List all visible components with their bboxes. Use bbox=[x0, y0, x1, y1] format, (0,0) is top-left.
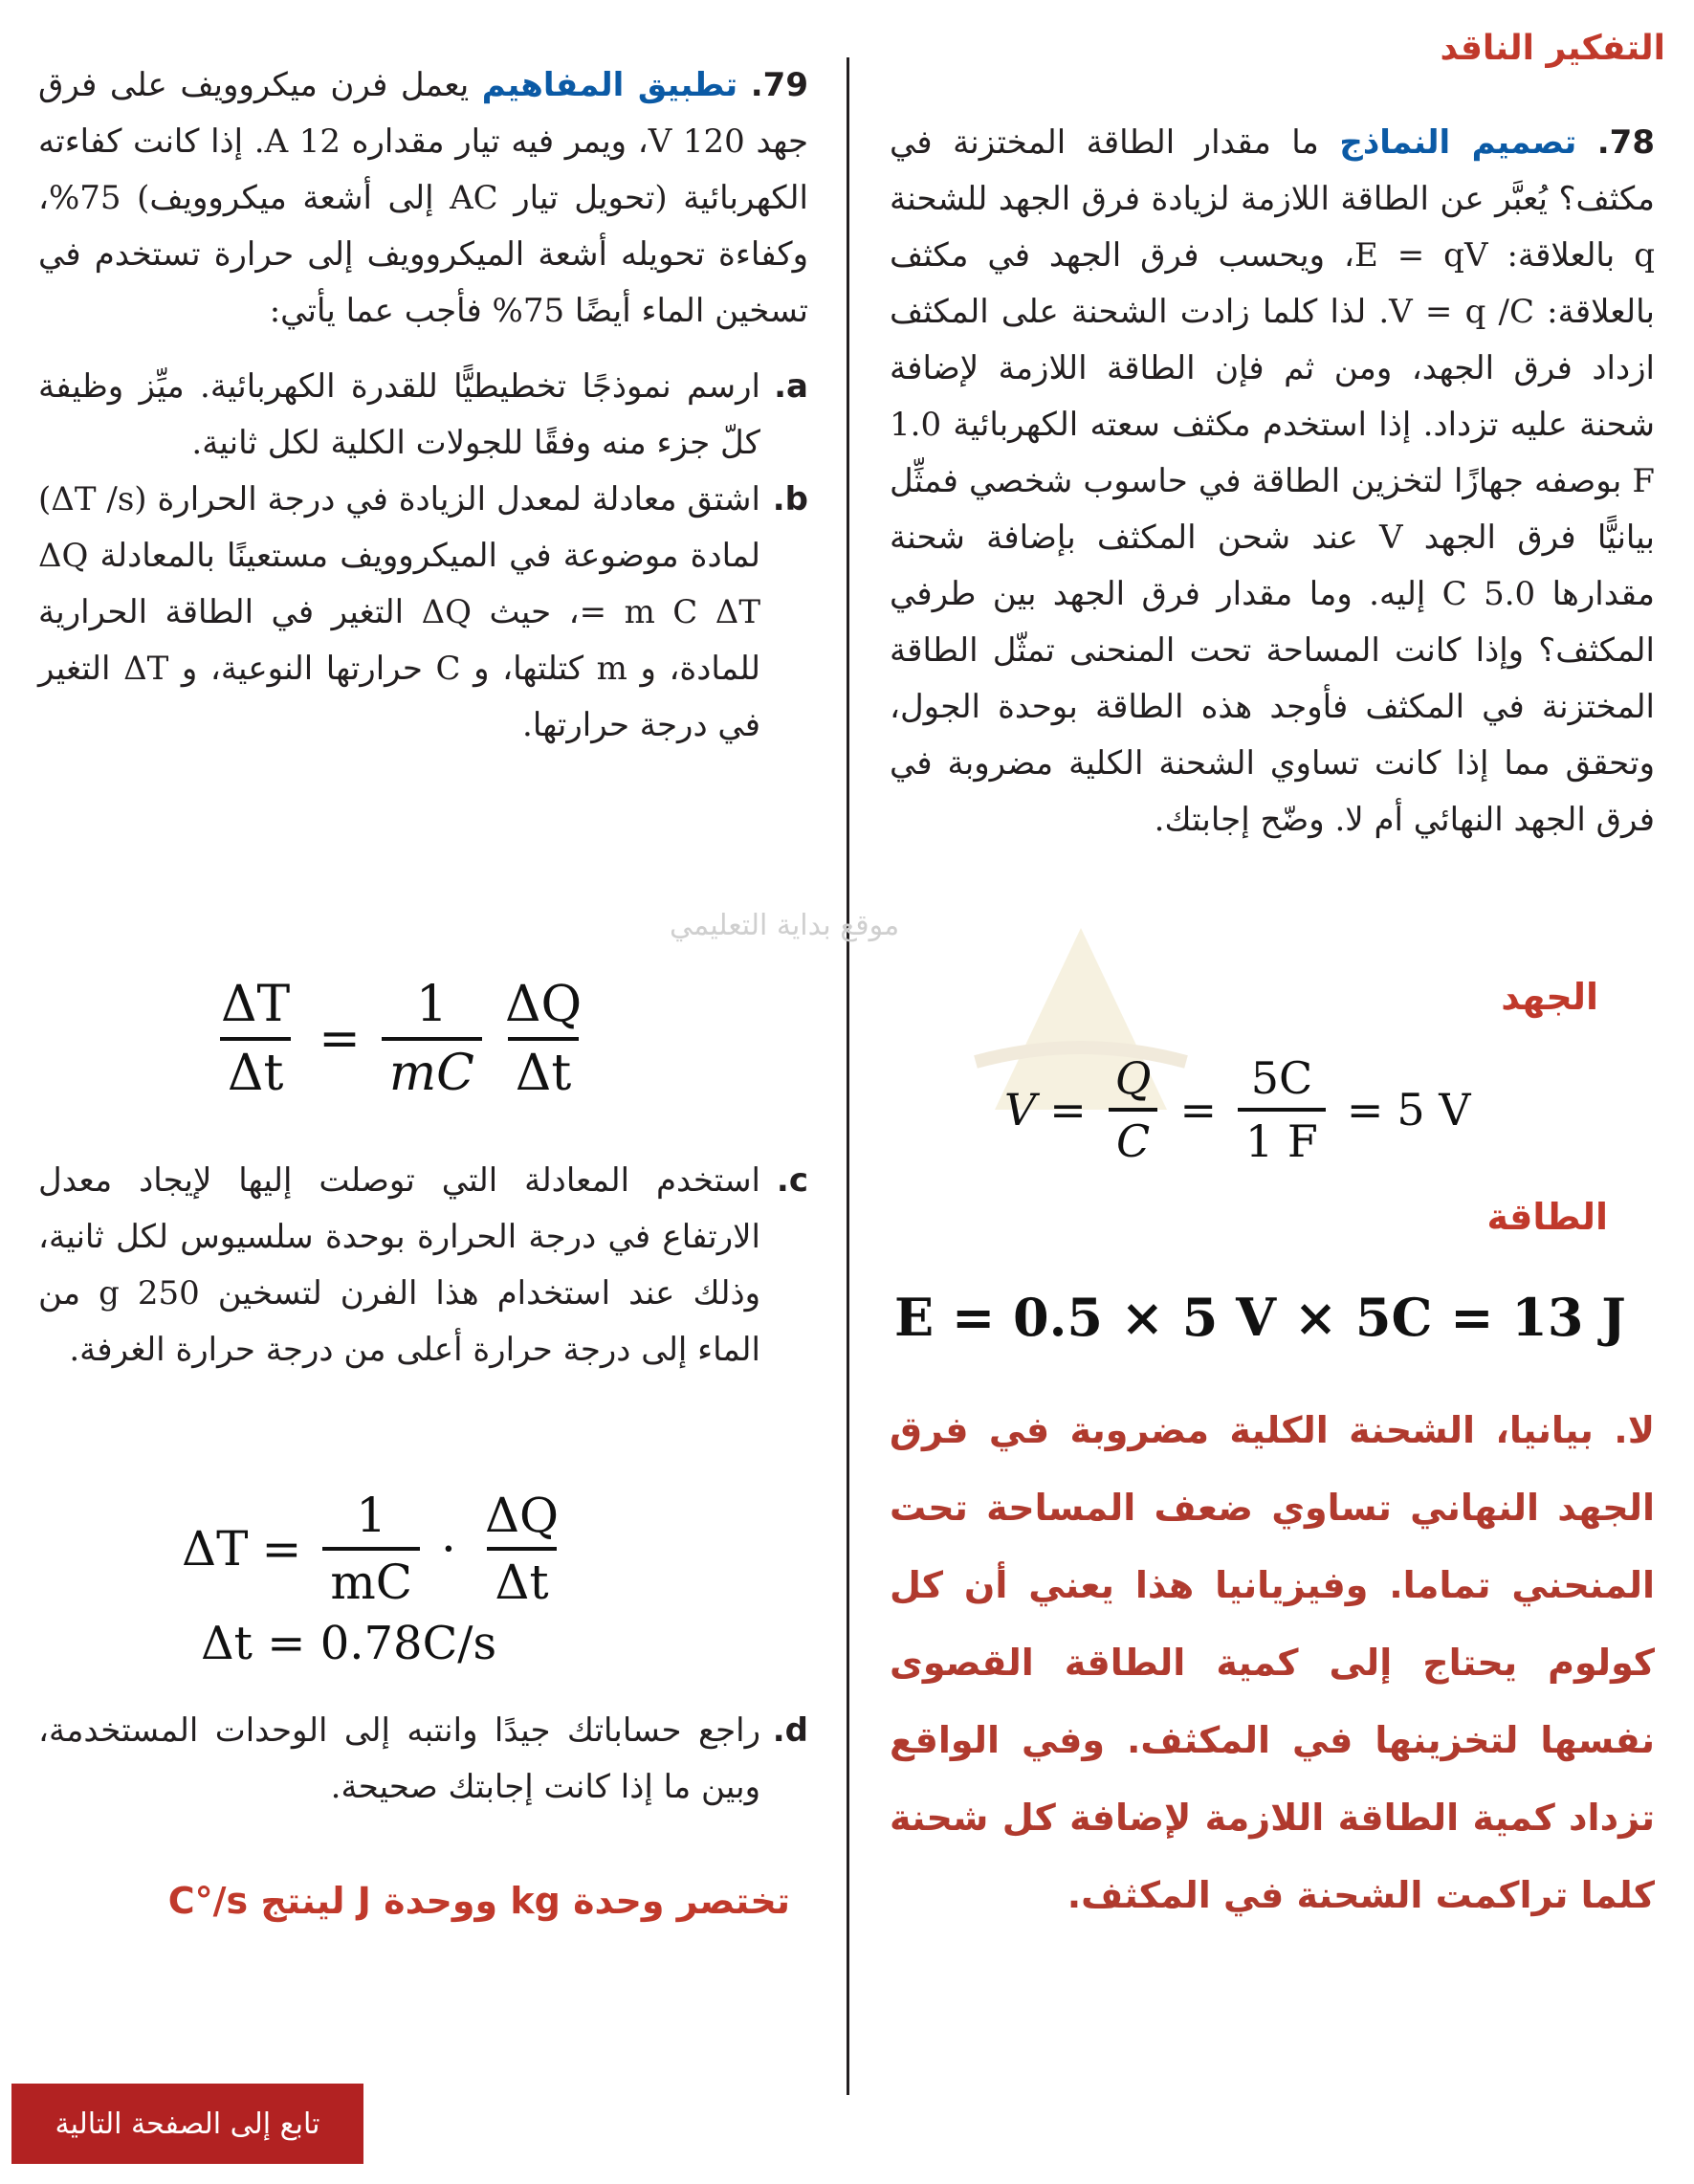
watermark-text: موقع بداية التعليمي bbox=[670, 909, 900, 942]
equation-c-result: Δt = 0.78C/s bbox=[201, 1617, 497, 1670]
question-79-number: 79. bbox=[750, 66, 808, 104]
answer-78-explanation: لا. بيانيا، الشحنة الكلية مضروبة في فرق الجهد النهاني تساوي ضعف المساحة تحت المنحني تماما. وفيزيانيا هذا يعني أن كل كولوم يحتاج إلى كمية الطاقة القصوى نفسها لتخزينها في المكثف. وفي الواقع تزداد كمية الطاقة اللازمة لإضافة كل شحنة كلما تراكمت الشحنة في المكثف. bbox=[890, 1409, 1655, 1916]
part-d-label: d. bbox=[772, 1711, 808, 1750]
voltage-equation: V = $\frac{Q}{C}$ = $\frac{5C}{1 F}$ = 5 V bbox=[1004, 1052, 1471, 1167]
charge-value: 5C bbox=[1250, 1052, 1313, 1104]
page-title: التفكير الناقد bbox=[1440, 29, 1665, 68]
part-b-text: اشتق معادلة لمعدل الزيادة في درجة الحرارة (ΔT /s) لمادة موضوعة في الميكروويف مستعينًا بالمعادلة ΔQ = m C ΔT، حيث ΔQ التغير في الطاقة الحرارية للمادة، و m كتلتها، و C حرارتها النوعية، و ΔT التغير في درجة حرارتها. bbox=[38, 480, 761, 744]
part-c-label: c. bbox=[776, 1161, 808, 1200]
charge-symbol: Q bbox=[1114, 1052, 1152, 1104]
eq-c-dt: Δt bbox=[487, 1547, 556, 1610]
part-b-label: b. bbox=[772, 480, 808, 518]
part-c bbox=[38, 1153, 808, 1379]
eq-b-dt: Δt bbox=[508, 1037, 579, 1102]
energy-equation: E = 0.5 × 5 V × 5C = 13 J bbox=[894, 1287, 1626, 1348]
eq-b-lhs-den: Δt bbox=[220, 1037, 291, 1102]
eq-b-one: 1 bbox=[415, 976, 448, 1033]
eq-c-mc: mC bbox=[322, 1547, 420, 1610]
eq-b-dq: ΔQ bbox=[504, 976, 583, 1033]
part-d bbox=[38, 1703, 808, 1816]
part-d-answer: تختصر وحدة kg ووحدة J لينتج C°/s bbox=[167, 1880, 790, 1922]
question-79 bbox=[38, 57, 808, 754]
eq-c-lhs: ΔT bbox=[182, 1521, 249, 1577]
equation-c: ΔT = $\frac{1}{mC}$ · $\frac{\Delta Q}{\Delta t}$ bbox=[182, 1488, 574, 1610]
equation-b: $\frac{\Delta T}{\Delta t}$ = $\frac{1}{mC}$ $\frac{\Delta Q}{\Delta t}$ bbox=[206, 976, 597, 1102]
eq-c-one: 1 bbox=[356, 1488, 387, 1543]
voltage-symbol: V bbox=[1004, 1084, 1037, 1136]
capacitance-symbol: C bbox=[1109, 1108, 1157, 1167]
part-d-block bbox=[38, 1703, 808, 1816]
part-a-text: ارسم نموذجًا تخطيطيًّا للقدرة الكهربائية. ميِّز وظيفة كلّ جزء منه وفقًا للجولات الكلية لكل ثانية. bbox=[38, 367, 760, 462]
question-78-question: ما مقدار الطاقة المختزنة في مكثف؟ bbox=[890, 123, 1656, 218]
question-79-title: تطبيق المفاهيم bbox=[481, 66, 738, 104]
eq-b-mc: mC bbox=[382, 1037, 482, 1102]
eq-c-dq: ΔQ bbox=[484, 1488, 560, 1543]
part-d-text: راجع حساباتك جيدًا وانتبه إلى الوحدات المستخدمة، وبين ما إذا كانت إجابتك صحيحة. bbox=[38, 1711, 760, 1806]
eq-b-lhs-num: ΔT bbox=[221, 976, 291, 1033]
part-c-text: استخدم المعادلة التي توصلت إليها لإيجاد معدل الارتفاع في درجة الحرارة بوحدة سلسيوس لكل ثانية، وذلك عند استخدام هذا الفرن لتسخين 250 g من الماء إلى درجة حرارة أعلى من درجة حرارة الغرفة. bbox=[38, 1161, 761, 1369]
question-78-number: 78. bbox=[1596, 123, 1655, 162]
column-divider bbox=[847, 57, 849, 2095]
voltage-heading: الجهد bbox=[1501, 976, 1598, 1018]
voltage-result: 5 V bbox=[1397, 1084, 1471, 1136]
question-78-body: يُعبَّر عن الطاقة اللازمة لزيادة فرق الجهد للشحنة q بالعلاقة: E = qV، ويحسب فرق الجهد في مكثف بالعلاقة: V = q /C. لذا كلما زادت الشحنة على المكثف ازداد فرق الجهد، ومن ثم فإن الطاقة اللازمة لإضافة شحنة عليه تزداد. إذا استخدم مكثف سعته الكهربائية 1.0 F بوصفه جهازًا لتخزين الطاقة في حاسوب شخصي فمثِّل بيانيًّا فرق الجهد V عند شحن المكثف بإضافة شحنة مقدارها 5.0 C إليه. وما مقدار فرق الجهد بين طرفي المكثف؟ وإذا كانت المساحة تحت المنحنى تمثّل الطاقة المختزنة في المكثف فأوجد هذه الطاقة بوحدة الجول، وتحقق مما إذا كانت تساوي الشحنة الكلية مضروبة في فرق الجهد النهائي أم لا. وضّح إجابتك. bbox=[890, 180, 1655, 839]
question-79-text: يعمل فرن ميكروويف على فرق جهد 120 V، ويمر فيه تيار مقداره 12 A. إذا كانت كفاءته الكهربائية (تحويل تيار AC إلى أشعة ميكروويف) 75%، وكفاءة تحويله أشعة الميكروويف إلى حرارة تستخدم في تسخين الماء أيضًا 75% فأجب عما يأتي: bbox=[38, 66, 808, 330]
part-a bbox=[38, 359, 808, 472]
part-a-label: a. bbox=[774, 367, 808, 406]
question-78-title: تصميم النماذج bbox=[1339, 123, 1577, 162]
continue-next-page-button[interactable] bbox=[11, 2084, 363, 2164]
energy-heading: الطاقة bbox=[1486, 1196, 1608, 1238]
capacitance-value: 1 F bbox=[1238, 1108, 1326, 1167]
part-c-block bbox=[38, 1153, 808, 1379]
question-78 bbox=[890, 115, 1655, 849]
question-79-intro bbox=[38, 57, 808, 340]
part-b bbox=[38, 472, 808, 754]
footer-label: تابع إلى الصفحة التالية bbox=[55, 2107, 320, 2141]
